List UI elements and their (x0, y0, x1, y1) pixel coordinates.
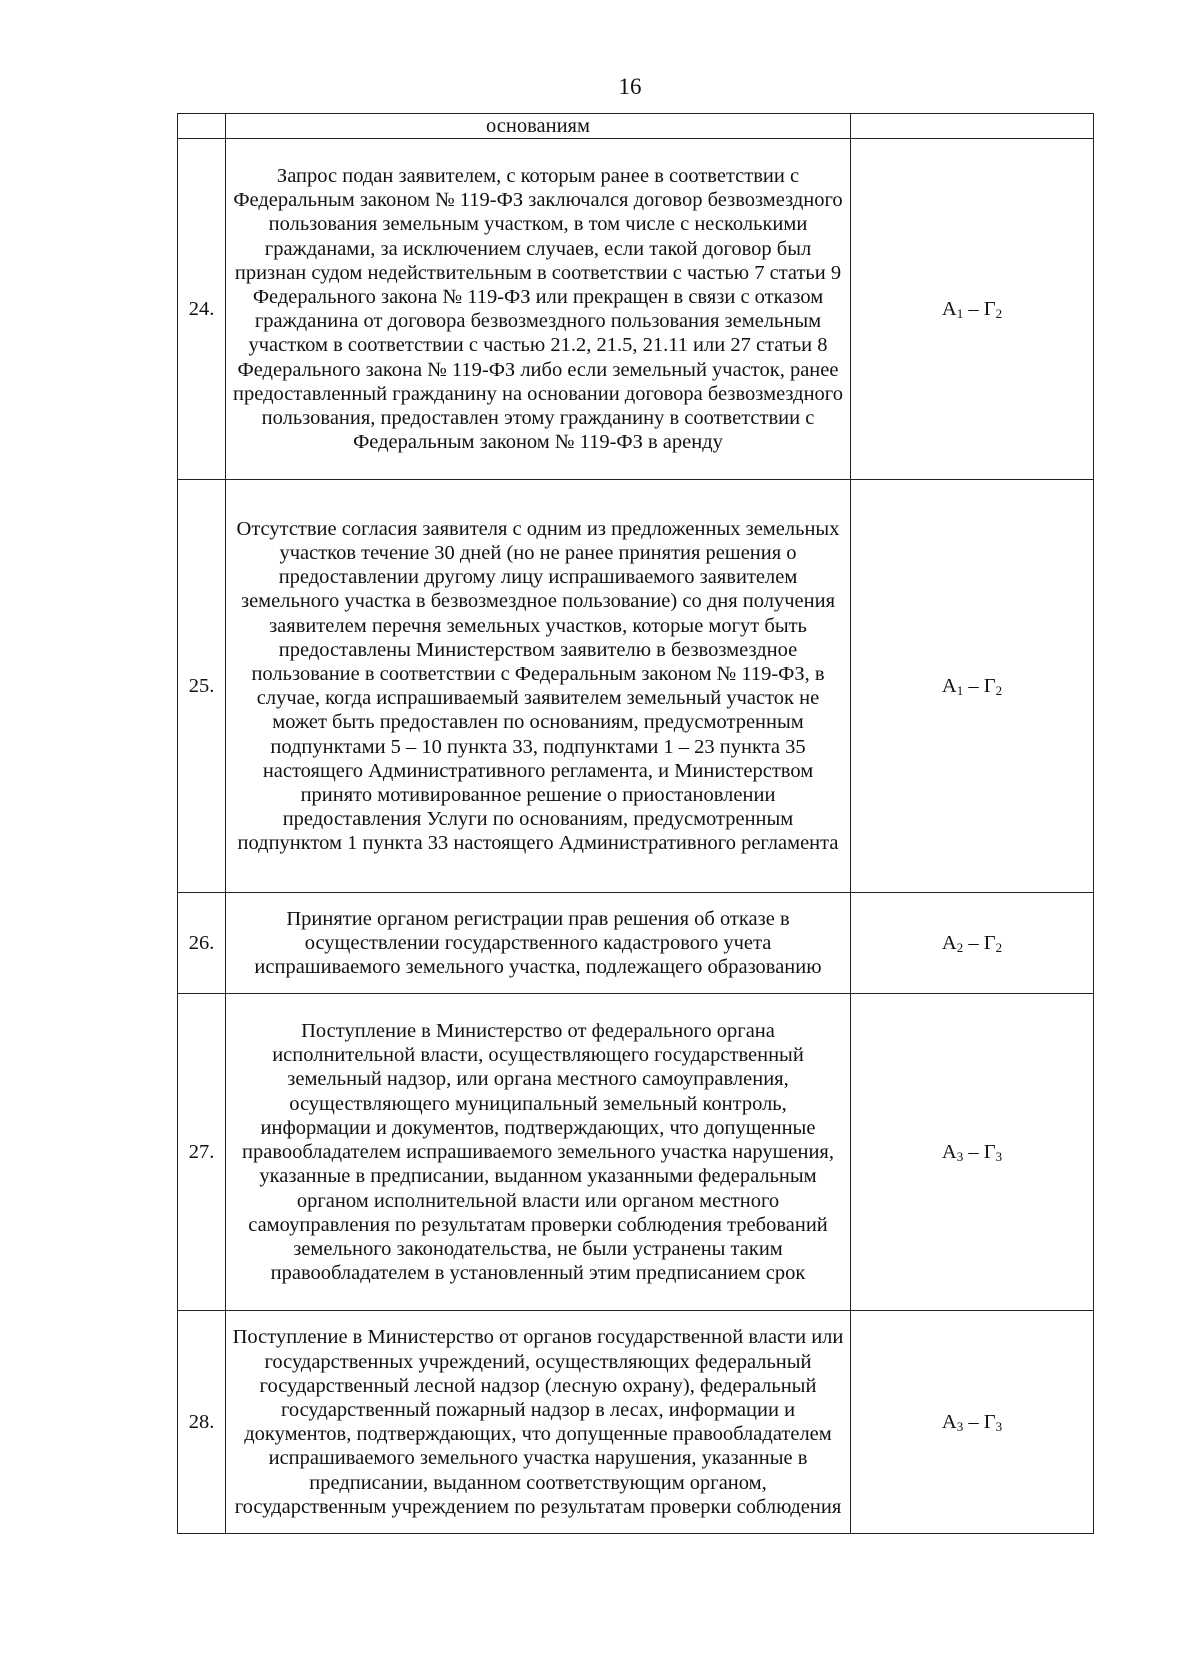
code-letter-a: А (941, 1411, 957, 1434)
row-text: Принятие органом регистрации прав решения об отказе в осуществлении государственного кадастрового учета испрашиваемого земельного участка, подлежащего образованию (226, 893, 851, 994)
row-text: Поступление в Министерство от органов государственной власти или государственных учреждений, осуществляющих федеральный государственный лесной надзор (лесную охрану), федеральный государственный пожарный надзор в лесах, информации и документов, подтверждающих, что допущенные правообладателем испрашиваемого земельного участка нарушения, указанные в предписании, выданном соответствующим органом, государственным учреждением по результатам проверки соблюдения (226, 1311, 851, 1534)
table-row (178, 114, 1094, 139)
table-row (178, 994, 1094, 1311)
row-code (851, 139, 1094, 480)
row-code (851, 480, 1094, 893)
page-number: 16 (618, 74, 642, 99)
table-row (178, 139, 1094, 480)
row-number: 26. (178, 893, 226, 994)
table-row (178, 480, 1094, 893)
code-index-b: 2 (995, 306, 1003, 322)
code-letter-a: А (941, 675, 957, 698)
code-index-b: 2 (995, 683, 1003, 699)
code-letter-b: Г (983, 298, 996, 321)
row-number: 27. (178, 994, 226, 1311)
code-letter-b: Г (983, 1141, 996, 1164)
code-index-b: 3 (995, 1149, 1003, 1165)
code-separator: – (963, 1411, 984, 1434)
code-letter-b: Г (983, 1411, 996, 1434)
row-number: 28. (178, 1311, 226, 1534)
table-row (178, 893, 1094, 994)
code-separator: – (963, 932, 984, 955)
row-number-cell (178, 114, 226, 139)
code-index-b: 2 (995, 940, 1003, 956)
code-letter-b: Г (983, 675, 996, 698)
code-letter-a: А (941, 1141, 957, 1164)
continuation-text: основаниям (226, 114, 851, 139)
code-letter-a: А (941, 298, 957, 321)
code-index-a: 1 (956, 306, 964, 322)
row-code (851, 893, 1094, 994)
code-index-a: 1 (956, 683, 964, 699)
regulation-table (177, 113, 1094, 1534)
code-letter-a: А (941, 932, 957, 955)
row-number: 25. (178, 480, 226, 893)
code-index-a: 3 (956, 1419, 964, 1435)
row-code (851, 994, 1094, 1311)
table-row (178, 1311, 1094, 1534)
code-index-a: 2 (956, 940, 964, 956)
row-code (851, 1311, 1094, 1534)
code-index-b: 3 (995, 1419, 1003, 1435)
code-separator: – (963, 1141, 984, 1164)
row-text: Запрос подан заявителем, с которым ранее в соответствии с Федеральным законом № 119-ФЗ заключался договор безвозмездного пользования земельным участком, в том числе с несколькими гражданами, за исключением случаев, если такой договор был признан судом недействительным в соответствии с частью 7 статьи 9 Федерального закона № 119-ФЗ или прекращен в связи с отказом гражданина от договора безвозмездного пользования земельным участком в соответствии с частью 21.2, 21.5, 21.11 или 27 статьи 8 Федерального закона № 119-ФЗ либо если земельный участок, ранее предоставленный гражданину на основании договора безвозмездного пользования, предоставлен этому гражданину в соответствии с Федеральным законом № 119-ФЗ в аренду (226, 139, 851, 480)
row-text: Отсутствие согласия заявителя с одним из предложенных земельных участков течение 30 дней (но не ранее принятия решения о предоставлении другому лицу испрашиваемого заявителем земельного участка в безвозмездное пользование) со дня получения заявителем перечня земельных участков, которые могут быть предоставлены Министерством заявителю в безвозмездное пользование в соответствии с Федеральным законом № 119-ФЗ, в случае, когда испрашиваемый заявителем земельный участок не может быть предоставлен по основаниям, предусмотренным подпунктами 5 – 10 пункта 33, подпунктами 1 – 23 пункта 35 настоящего Административного регламента, и Министерством принято мотивированное решение о приостановлении предоставления Услуги по основаниям, предусмотренным подпунктом 1 пункта 33 настоящего Административного регламента (226, 480, 851, 893)
code-index-a: 3 (956, 1149, 964, 1165)
code-cell (851, 114, 1094, 139)
code-separator: – (963, 675, 984, 698)
row-text: Поступление в Министерство от федерального органа исполнительной власти, осуществляющего государственный земельный надзор, или органа местного самоуправления, осуществляющего муниципальный земельный контроль, информации и документов, подтверждающих, что допущенные правообладателем испрашиваемого земельного участка нарушения, указанные в предписании, выданном указанными федеральным органом исполнительной власти или органом местного самоуправления по результатам проверки соблюдения требований земельного законодательства, не были устранены таким правообладателем в установленный этим предписанием срок (226, 994, 851, 1311)
code-letter-b: Г (983, 932, 996, 955)
code-separator: – (963, 298, 984, 321)
row-number: 24. (178, 139, 226, 480)
